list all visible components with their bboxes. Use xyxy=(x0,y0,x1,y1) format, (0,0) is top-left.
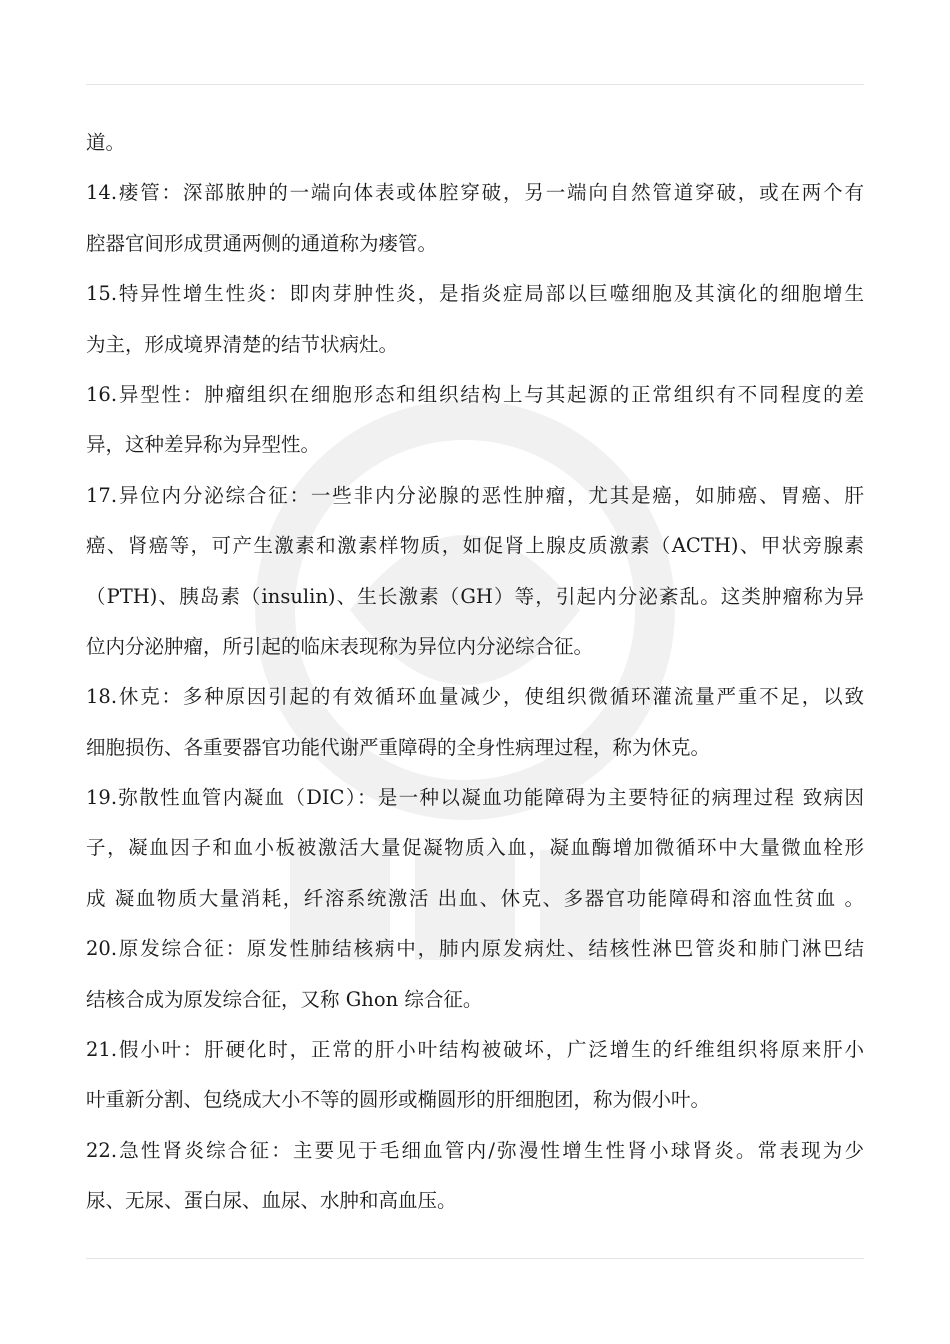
text-line: 16.异型性：肿瘤组织在细胞形态和组织结构上与其起源的正常组织有不同程度的差 xyxy=(86,382,864,406)
text-line: 结核合成为原发综合征，又称 Ghon 综合征。 xyxy=(86,987,483,1011)
footer-divider xyxy=(86,1258,864,1259)
text-line: 22.急性肾炎综合征：主要见于毛细血管内/弥漫性增生性肾小球肾炎。常表现为少 xyxy=(86,1138,864,1162)
text-line: 成 凝血物质大量消耗，纤溶系统激活 出血、休克、多器官功能障碍和溶血性贫血 。 xyxy=(86,886,864,910)
text-line: 14.瘘管：深部脓肿的一端向体表或体腔穿破，另一端向自然管道穿破，或在两个有 xyxy=(86,181,864,205)
text-line: 癌、肾癌等，可产生激素和激素样物质，如促肾上腺皮质激素（ACTH)、甲状旁腺素 xyxy=(86,534,864,558)
text-line: 腔器官间形成贯通两侧的通道称为瘘管。 xyxy=(86,231,438,255)
header-divider xyxy=(86,84,864,85)
text-line: 19.弥散性血管内凝血（DIC）：是一种以凝血功能障碍为主要特征的病理过程 致病因 xyxy=(86,786,864,810)
text-line: 异，这种差异称为异型性。 xyxy=(86,433,321,457)
text-line: 为主，形成境界清楚的结节状病灶。 xyxy=(86,332,399,356)
text-line: 细胞损伤、各重要器官功能代谢严重障碍的全身性病理过程，称为休克。 xyxy=(86,735,711,759)
text-line: 道。 xyxy=(86,131,126,154)
text-line: 位内分泌肿瘤，所引起的临床表现称为异位内分泌综合征。 xyxy=(86,634,594,658)
document-body xyxy=(86,118,864,1227)
text-line: 尿、无尿、蛋白尿、血尿、水肿和高血压。 xyxy=(86,1189,457,1213)
text-line: 20.原发综合征：原发性肺结核病中，肺内原发病灶、结核性淋巴管炎和肺门淋巴结 xyxy=(86,937,864,961)
text-line: 21.假小叶：肝硬化时，正常的肝小叶结构被破坏，广泛增生的纤维组织将原来肝小 xyxy=(86,1038,864,1062)
text-line: 15.特异性增生性炎：即肉芽肿性炎，是指炎症局部以巨噬细胞及其演化的细胞增生 xyxy=(86,282,864,306)
text-line: 17.异位内分泌综合征：一些非内分泌腺的恶性肿瘤，尤其是癌，如肺癌、胃癌、肝 xyxy=(86,483,864,507)
text-line: 18.休克：多种原因引起的有效循环血量减少，使组织微循环灌流量严重不足，以致 xyxy=(86,685,864,709)
text-line: （PTH)、胰岛素（insulin)、生长激素（GH）等，引起内分泌紊乱。这类肿瘤称为异 xyxy=(86,584,864,608)
text-line: 叶重新分割、包绕成大小不等的圆形或椭圆形的肝细胞团，称为假小叶。 xyxy=(86,1088,711,1112)
text-line: 子，凝血因子和血小板被激活大量促凝物质入血，凝血酶增加微循环中大量微血栓形 xyxy=(86,836,864,860)
